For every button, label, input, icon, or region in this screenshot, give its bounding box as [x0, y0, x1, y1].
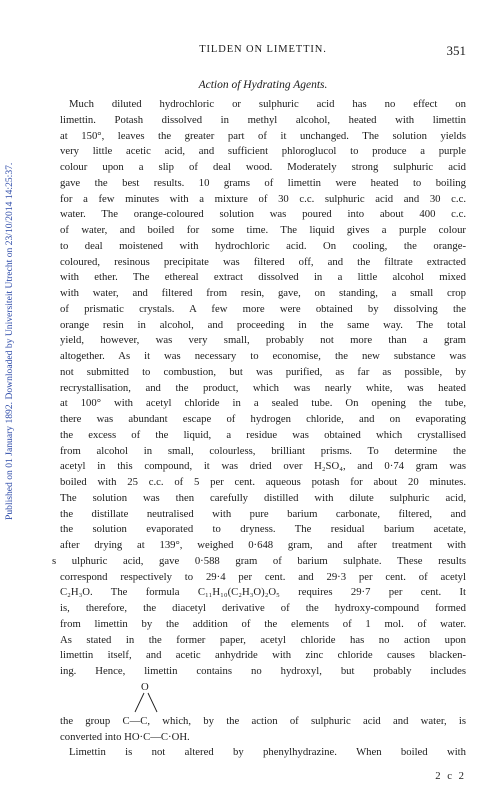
paragraph-line: limettin. Potash dissolved in methyl alcohol, heated with limettin — [60, 113, 466, 126]
paragraph-line: Much diluted hydrochloric or sulphuric acid has no effect on — [69, 98, 466, 110]
section-heading: Action of Hydrating Agents. — [198, 79, 328, 91]
paragraph-line: the solution evaporated to dryness. The residual barium acetate, — [60, 523, 466, 536]
formula-bonds — [60, 680, 220, 714]
formula-oxygen: O — [141, 680, 149, 693]
paragraph-line: the distillate neutralised with pure barium carbonate, filtered, and — [60, 507, 466, 520]
paragraph-line: boiled with 25 c.c. of 5 per cent. aqueous potash for about 20 minutes. — [60, 476, 466, 488]
paragraph-line: limettin itself, and acetic anhydride with zinc chloride causes blacken- — [60, 649, 466, 662]
paragraph-line: As stated in the former paper, acetyl chloride has no action upon — [60, 633, 466, 646]
running-title: TILDEN ON LIMETTIN. — [199, 44, 327, 55]
paragraph-line: The solution was then carefully distilled with dilute sulphuric acid, — [60, 491, 466, 504]
paragraph-line: orange resin in alcohol, and proceeding in the same way. The total — [60, 318, 466, 331]
paragraph-line: ing. Hence, limettin contains no hydroxyl, but probably includes — [60, 665, 466, 677]
paragraph-line: of water, and boiled for some time. The liquid gives a purple colour — [60, 224, 466, 236]
paragraph-line: C₂H₃O. The formula C₁₁H₁₀(C₂H₃O)₂O₅ requires 29·7 per cent. It — [60, 586, 466, 599]
paragraph-line: Limettin is not altered by phenylhydrazine. When boiled with — [69, 746, 466, 759]
paragraph-line: of prismatic crystals. A few more were obtained by dissolving the — [60, 302, 466, 315]
paragraph-line: converted into HO·C—C·OH. — [60, 730, 190, 743]
paragraph-line: s ulphuric acid, gave 0·588 gram of barium sulphate. These results — [52, 554, 466, 567]
paragraph-line: gave the best results. 10 grams of limettin were heated to boiling — [60, 176, 466, 189]
running-header — [60, 44, 466, 60]
paragraph-line: there was abundant escape of hydrogen chloride, and on evaporating — [60, 413, 466, 425]
paragraph-line: at 150°, leaves the greater part of it unchanged. The solution yields — [60, 129, 466, 142]
paragraph-line: with ether. The ethereal extract dissolved in a little alcohol mixed — [60, 271, 466, 284]
paragraph-line: at 100° with acetyl chloride in a sealed tube. On opening the tube, — [60, 397, 466, 410]
paragraph-line: from limettin by the addition of the elements of 1 mol. of water. — [60, 617, 466, 630]
paragraph-line: very little acetic acid, and sufficient phloroglucol to produce a purple — [60, 145, 466, 158]
paragraph-line: altogether. As it was necessary to economise, the new substance was — [60, 350, 466, 362]
paragraph-line: acetyl in this compound, it was dried over H₂SO₄, and 0·74 gram was — [60, 460, 466, 473]
paragraph-line: after drying at 139°, weighed 0·648 gram, and after treatment with — [60, 539, 466, 551]
page-number: 351 — [446, 43, 466, 58]
paragraph-line: from alcohol in small, colourless, brilliant prisms. To determine the — [60, 444, 466, 457]
paragraph-line: water. The orange-coloured solution was poured into about 400 c.c. — [60, 208, 466, 221]
paragraph-line: for a few minutes with a mixture of 30 c.c. sulphuric acid and 30 c.c. — [60, 192, 466, 205]
paragraph-line: yield, however, was very small, probably not more than a gram — [60, 334, 466, 347]
paragraph-line: colour upon a slip of deal wood. Moderately strong sulphuric acid — [60, 161, 466, 173]
epoxide-formula — [60, 680, 466, 714]
paragraph-line: with water, and filtered from resin, gave, on standing, a small crop — [60, 287, 466, 299]
paragraph-line: the group C—C, which, by the action of sulphuric acid and water, is — [60, 714, 466, 727]
paragraph-line: the excess of the liquid, a residue was obtained which crystallised — [60, 428, 466, 441]
paragraph-line: to deal moistened with hydrochloric acid. On cooling, the orange- — [60, 239, 466, 252]
body-text — [52, 97, 466, 761]
paragraph-line: not submitted to combustion, but was purified, as far as possible, by — [60, 365, 466, 378]
paragraph-line: correspond respectively to 29·4 per cent. and 29·3 per cent. of acetyl — [60, 570, 466, 583]
paragraph-line: is, therefore, the diacetyl derivative of the hydroxy-compound formed — [60, 602, 466, 614]
paragraph-line: coloured, resinous precipitate was filtered off, and the filtrate extracted — [60, 255, 466, 268]
signature-mark: 2 c 2 — [435, 770, 466, 782]
download-watermark: Published on 01 January 1892. Downloaded by Universiteit Utrecht on 23/10/2014 14:25:37. — [4, 162, 15, 520]
paragraph-line: recrystallisation, and the product, which was nearly white, was heated — [60, 381, 466, 394]
